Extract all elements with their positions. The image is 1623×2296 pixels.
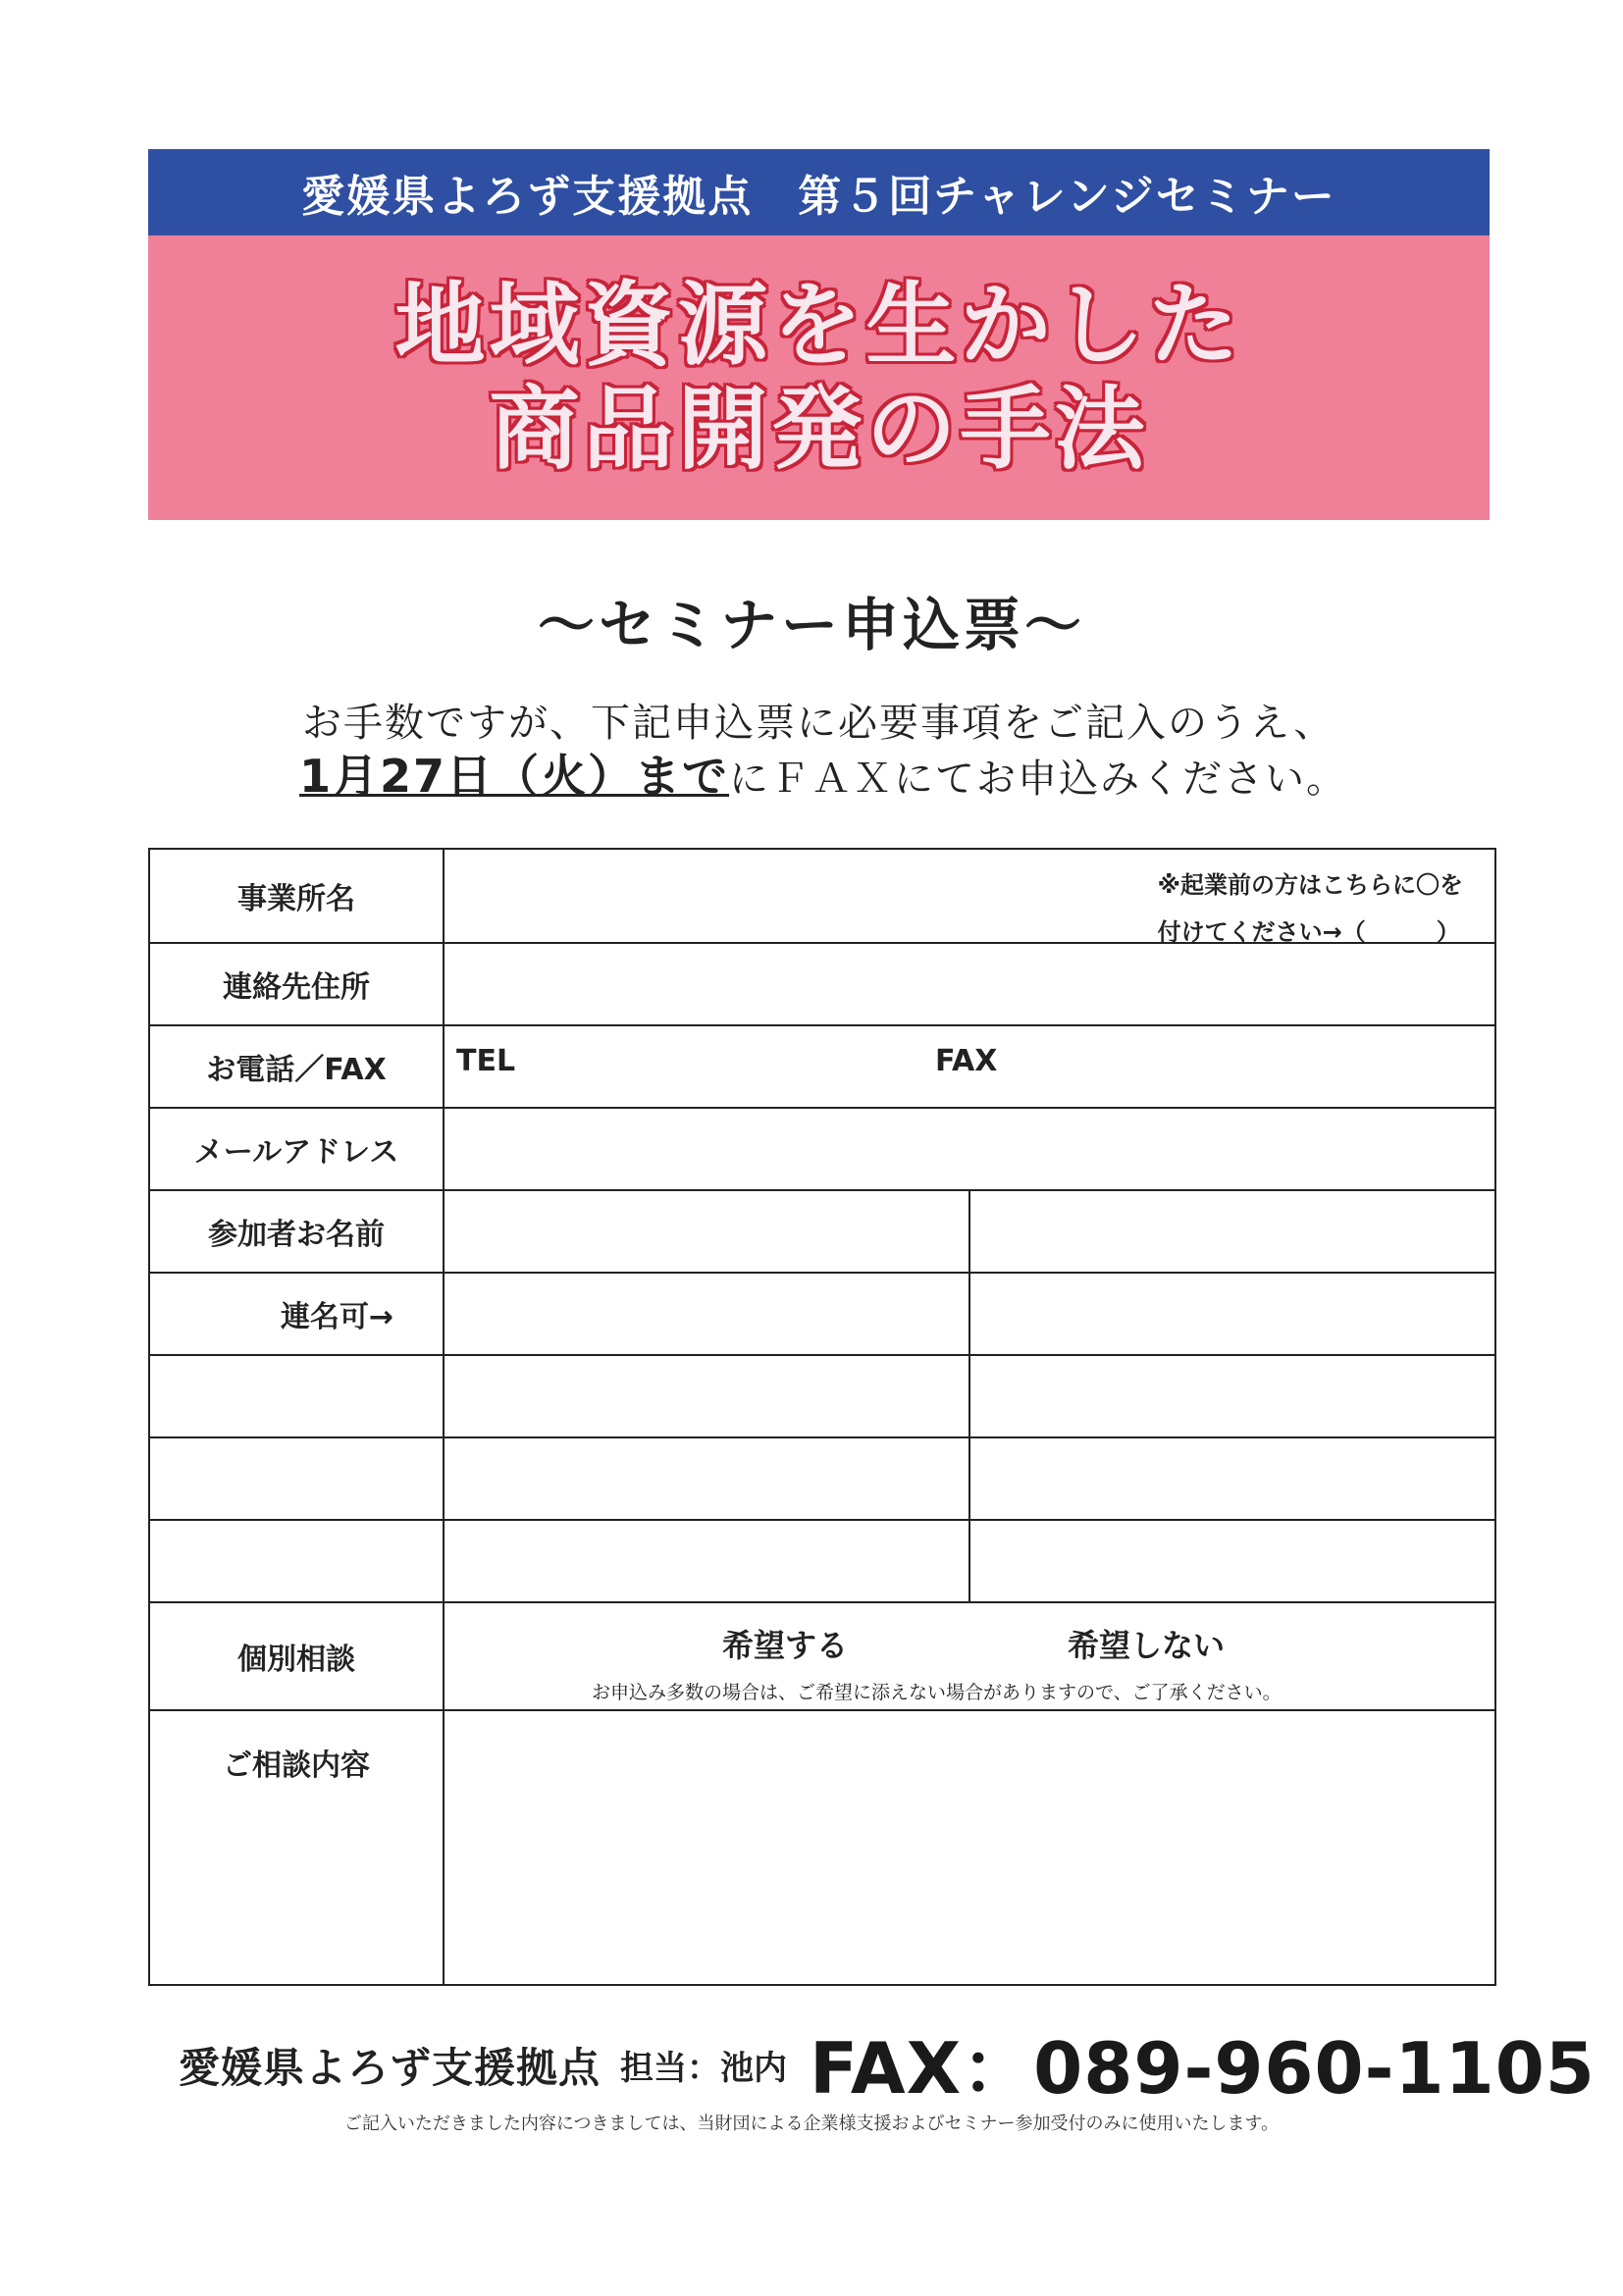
footer-contact-person: 担当：池内 [620,2049,787,2088]
participant-name-cell[interactable] [969,1520,1495,1602]
startup-note-line2: 付けてください→（ ） [1157,918,1460,946]
consultation-yes-option[interactable]: 希望する [722,1627,849,1664]
tel-label: TEL [456,1044,516,1078]
consultation-no-option[interactable]: 希望しない [1068,1627,1226,1664]
participant-row [149,1437,1495,1520]
participant-row [149,1520,1495,1602]
consultation-content-label: ご相談内容 [149,1710,444,1985]
participant-name-cell[interactable] [444,1520,969,1602]
participant-name-cell[interactable] [444,1190,969,1273]
footer-fax-number: FAX：089-960-1105 [810,2027,1596,2110]
joint-names-label: 連名可→ [149,1273,444,1355]
seminar-subtitle: 愛媛県よろず支援拠点 第５回チャレンジセミナー [301,172,1336,222]
instruction-line2 [299,741,1347,806]
participant-name-cell[interactable] [444,1355,969,1437]
participant-name-cell[interactable] [969,1190,1495,1273]
privacy-notice: ご記入いただきました内容につきましては、当財団による企業様支援およびセミナー参加受付のみに使用いたします。 [343,2113,1280,2134]
fax-label: FAX [935,1044,998,1078]
company-row [149,849,1495,943]
startup-note [1158,861,1463,956]
deadline: 1月27日（火）まで [299,750,730,803]
participant-name-cell[interactable] [444,1273,969,1355]
empty-label-cell [149,1355,444,1437]
footer-organization: 愛媛県よろず支援拠点 [179,2044,602,2092]
company-label: 事業所名 [149,849,444,943]
participant-name-cell[interactable] [969,1355,1495,1437]
seminar-title-line1: 地域資源を生かした [394,273,1243,378]
instruction-line2-rest: にＦＡＸにてお申込みください。 [729,757,1348,802]
participant-row [149,1355,1495,1437]
consultation-options-cell [444,1602,1495,1710]
seminar-title-banner [148,235,1490,520]
empty-label-cell [149,1520,444,1602]
consultation-content-cell[interactable] [444,1710,1495,1985]
consultation-note: お申込み多数の場合は、ご希望に添えない場合がありますので、ご了承ください。 [592,1682,1282,1703]
form-title: ～セミナー申込票～ [537,592,1085,658]
participant-row [149,1273,1495,1355]
empty-label-cell [149,1437,444,1520]
participant-name-cell[interactable] [969,1273,1495,1355]
participant-name-cell[interactable] [444,1437,969,1520]
participant-label: 参加者お名前 [149,1190,444,1273]
startup-note-line1: ※起業前の方はこちらに〇を [1157,871,1463,899]
phone-label: お電話／FAX [149,1025,444,1108]
email-input-cell[interactable] [444,1108,1495,1190]
consultation-content-row [149,1710,1495,1985]
instruction-line1: お手数ですが、下記申込票に必要事項をご記入のうえ、 [302,701,1335,746]
participant-name-cell[interactable] [969,1437,1495,1520]
email-label: メールアドレス [149,1108,444,1190]
consultation-row [149,1602,1495,1710]
address-label: 連絡先住所 [149,943,444,1025]
company-input-cell[interactable] [444,849,1495,946]
email-row [149,1108,1495,1190]
phone-row [149,1025,1495,1108]
seminar-title-line2: 商品開発の手法 [489,377,1149,482]
participant-row [149,1190,1495,1273]
application-form-table [148,848,1496,1986]
phone-input-cell[interactable] [444,1025,1495,1108]
seminar-subtitle-banner [148,149,1490,235]
consultation-label: 個別相談 [149,1602,444,1710]
